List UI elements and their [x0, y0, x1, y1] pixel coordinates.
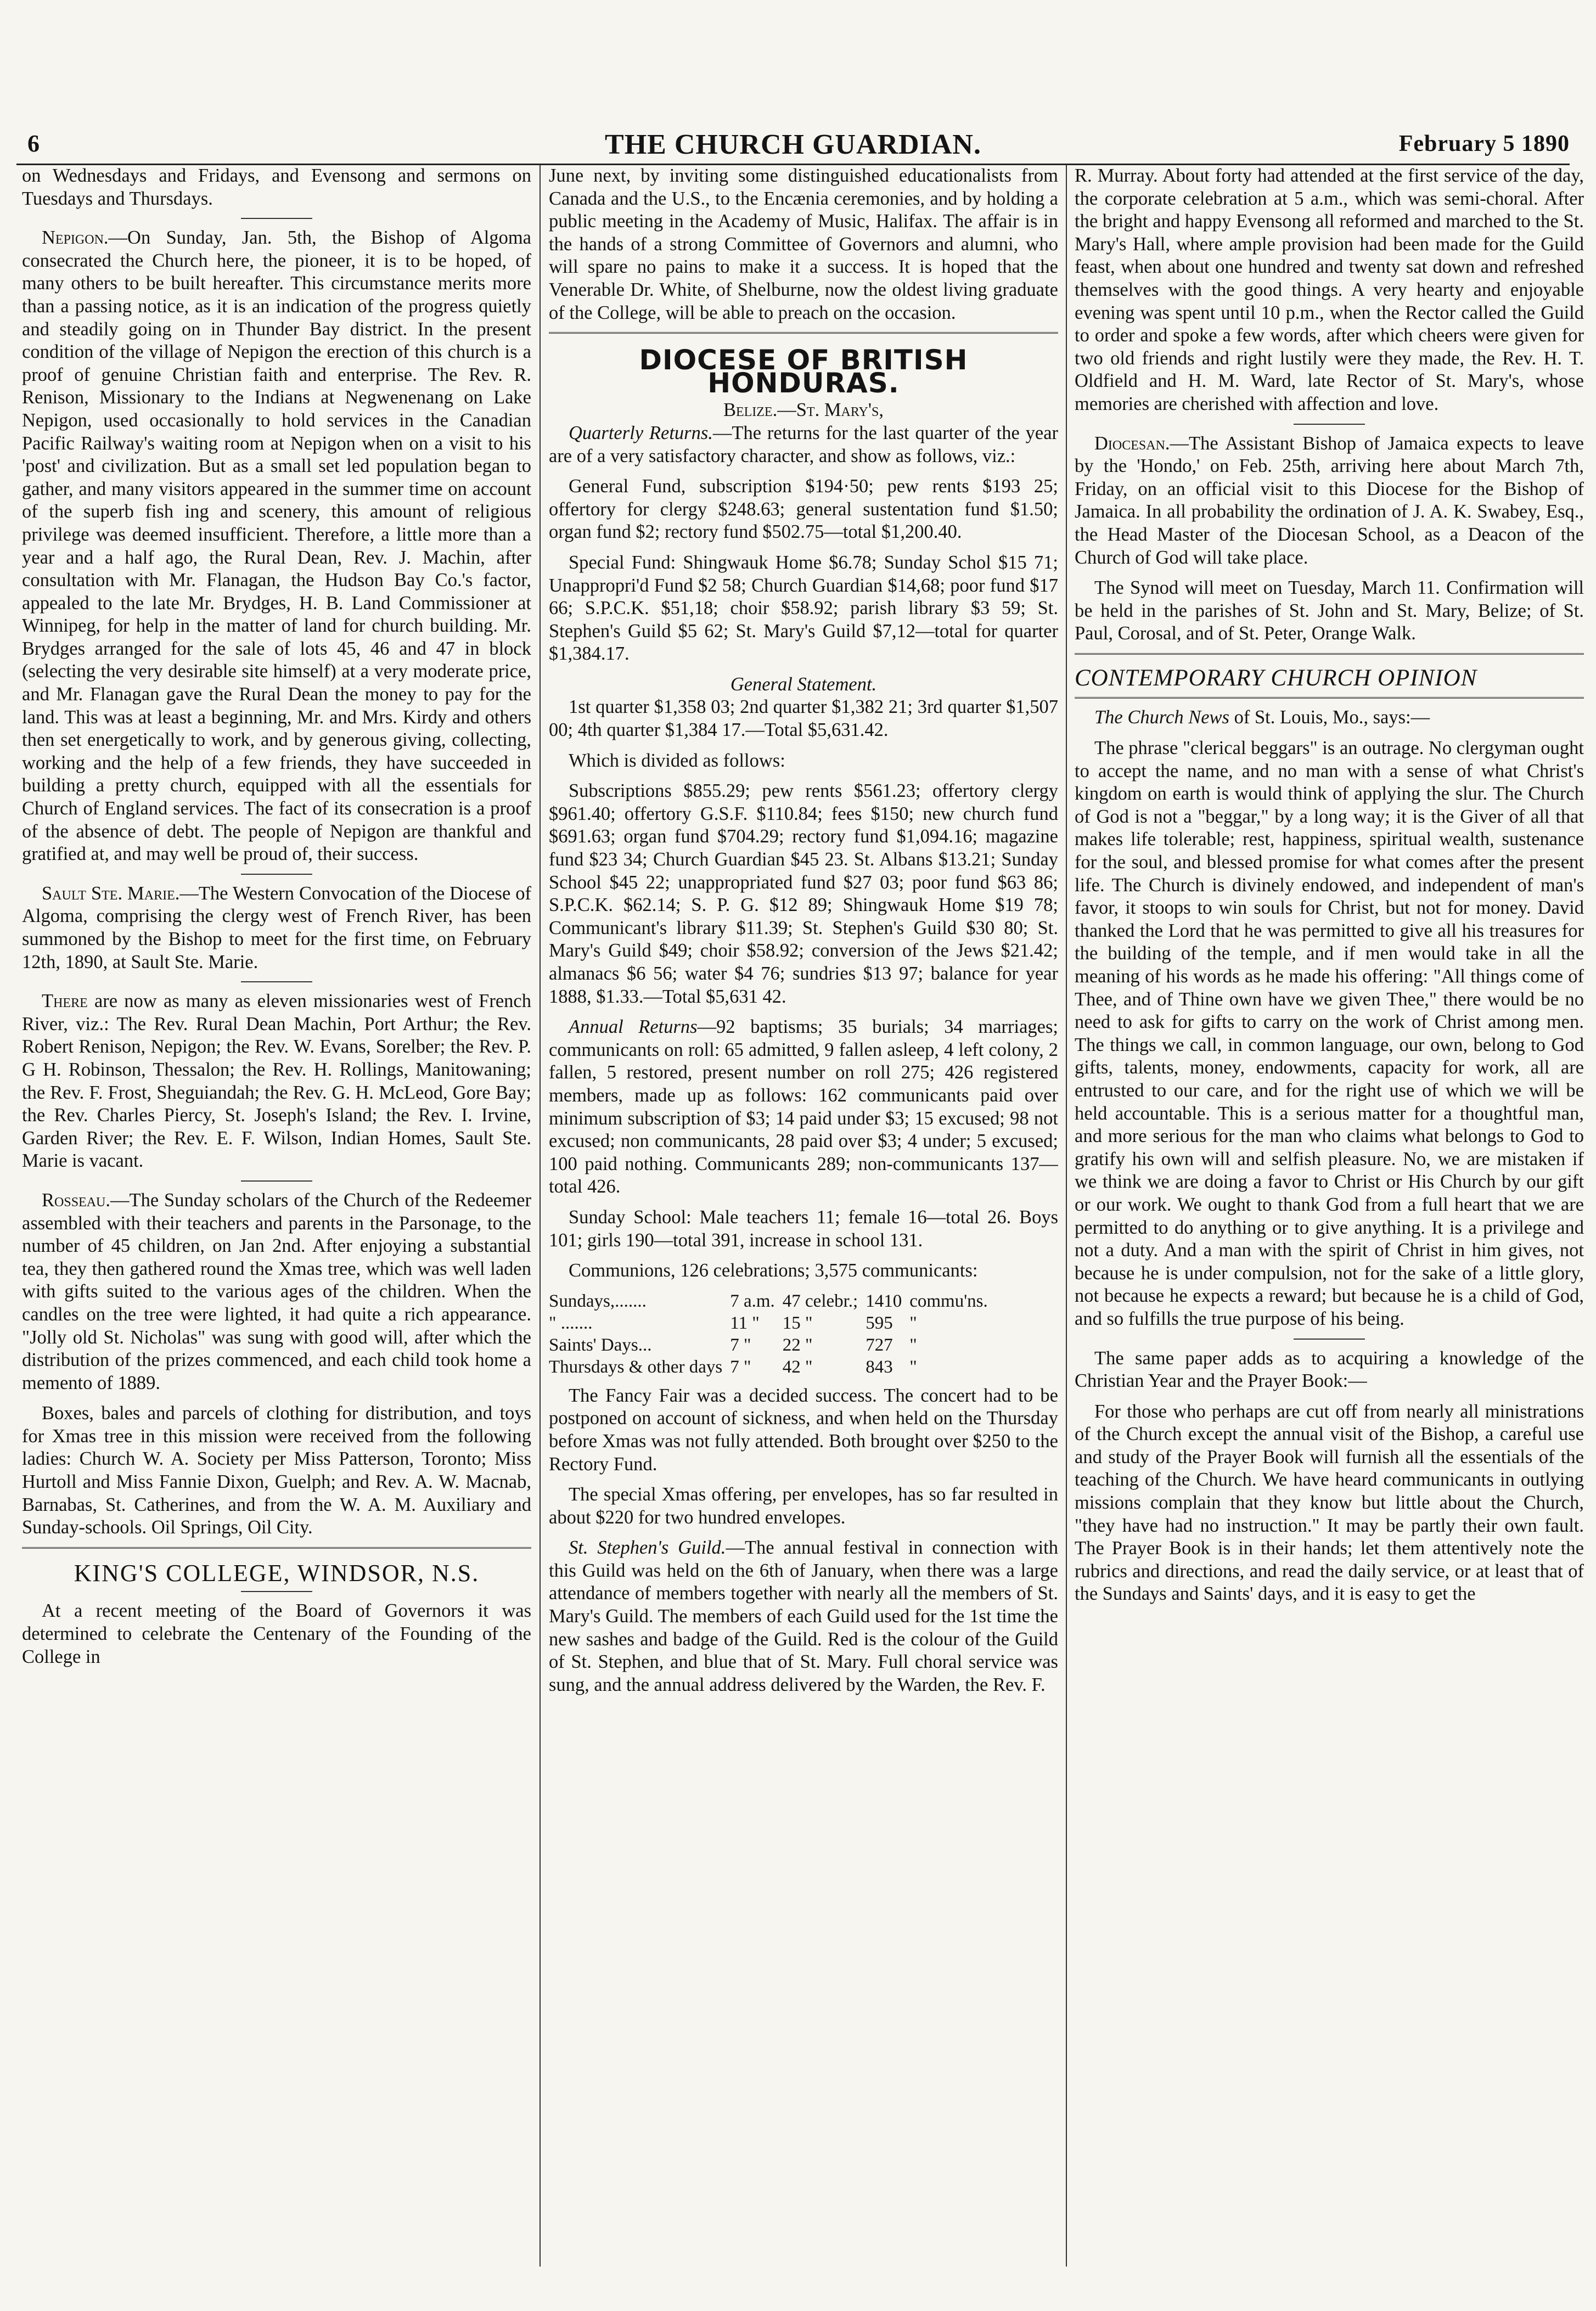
column-rule	[1066, 165, 1067, 2267]
newspaper-title: THE CHURCH GUARDIAN.	[605, 129, 981, 160]
divider	[1294, 1339, 1365, 1340]
issue-date: February 5 1890	[1398, 131, 1570, 156]
table-cell: Sundays,.......	[549, 1291, 647, 1311]
item-text: —The annual festival in connection with this Guild was held on the 6th of January, when there was a large attendance of members together with nearly all the members of St. Mary's Guild. The members of each Guild used for the 1st time the new sashes and badge of the Guild. Red is the colour of the Guild of St. Stephen, and blue that of St. Mary. Full choral service was sung, and the annual address delivered by the Warden, the Rev. F.	[549, 1537, 1058, 1695]
divider	[241, 1591, 312, 1592]
divider	[241, 218, 312, 219]
article-paragraph: R. Murray. About forty had attended at the first service of the day, the corporate celebration at 5 a.m., which was semi-choral. After the bright and happy Evensong all reformed and marched to the St. Mary's Hall, where ample provision had been made for the Guild feast, when about one hundred and twenty sat down and refreshed themselves with the good things. A very hearty and enjoyable evening was spent until 10 p.m., when the Rector called the Guild to order and spoke a few words, after which cheers were given for two old friends and right lustily were they made, the Rev. H. T. Oldfield and H. M. Ward, late Rector of St. Mary's, whose memories are cherished with affection and love.	[1075, 165, 1584, 414]
table-cell: 15 "	[782, 1313, 813, 1333]
article-paragraph: The special Xmas offering, per envelopes, has so far resulted in about $220 for two hundred envelopes.	[549, 1484, 1058, 1528]
table-cell: 22 "	[782, 1335, 813, 1355]
communions-table	[549, 1290, 996, 1378]
article-paragraph: The Fancy Fair was a decided success. The concert had to be postponed on account of sickness, and when held on the Thursday before Xmas was not fully attended. Both brought over $250 to the Rectory Fund.	[549, 1385, 1058, 1475]
article-paragraph	[1075, 706, 1584, 729]
table-cell: "	[909, 1357, 917, 1377]
table-cell: 47 celebr.;	[782, 1291, 858, 1311]
table-cell: 843	[866, 1357, 893, 1377]
subheading: General Statement.	[730, 673, 877, 695]
item-heading: St. Stephen's Guild.	[569, 1537, 726, 1559]
section-title: CONTEMPORARY CHURCH OPINION	[1075, 665, 1477, 691]
article-paragraph: Boxes, bales and parcels of clothing for distribution, and toys for Xmas tree in this mission were received from the following ladies: Church W. A. Society per Miss Patterson, Toronto; Miss Hurtoll and Miss Fannie Dixon, Guelph; and Rev. A. W. Macnab, Barnabas, St. Catherines, and from the W. A. M. Auxiliary and Sunday-schools. Oil Springs, Oil City.	[22, 1403, 531, 1538]
article-paragraph	[22, 227, 531, 866]
divider	[241, 1180, 312, 1182]
item-heading: Diocesan.	[1094, 432, 1170, 454]
table-cell: 727	[866, 1335, 893, 1355]
table-cell: " .......	[549, 1313, 593, 1333]
section-rule	[549, 332, 1058, 334]
article-paragraph: on Wednesdays and Fridays, and Evensong and sermons on Tuesdays and Thursdays.	[22, 165, 531, 209]
article-paragraph: The same paper adds as to acquiring a knowledge of the Christian Year and the Prayer Book:—	[1075, 1347, 1584, 1392]
item-heading: Annual Returns	[569, 1016, 698, 1038]
article-paragraph: Which is divided as follows:	[569, 750, 785, 771]
section-rule	[22, 1547, 531, 1549]
item-text: —The Western Convocation of the Diocese of Algoma, comprising the clergy west of French River, has been summoned by the Bishop to meet for the first time, on February 12th, 1890, at Sault Ste. Marie.	[22, 882, 531, 972]
item-text: —92 baptisms; 35 burials; 34 marriages; communicants on roll: 65 admitted, 9 fallen asleep, 4 left colony, 2 fallen, 5 restored, present number on roll 275; 426 registered members, made up as follows: 162 communicants paid over minimum subscription of $3; 14 paid under $3; 15 excused; 98 not excused; non communicants, 28 paid over $3; 4 under; 5 excused; 100 paid nothing. Communicants 289; non-communicants 137—total 426.	[549, 1016, 1058, 1197]
table-cell: 42 "	[782, 1357, 813, 1377]
section-rule	[1075, 697, 1584, 699]
table-row	[549, 1290, 996, 1312]
article-paragraph	[549, 1016, 1058, 1199]
divider	[1294, 424, 1365, 425]
table-cell: "	[909, 1335, 917, 1355]
item-heading: Sault Ste. Marie.	[42, 882, 180, 904]
item-text: are now as many as eleven missionaries west of French River, viz.: The Rev. Rural Dean Machin, Port Arthur; the Rev. Robert Renison, Nepigon; the Rev. W. Evans, Sorelber; the Rev. P. G H. Robinson, Thessalon; the Rev. H. Rollings, Manitowaning; the Rev. F. Frost, Sheguiandah; the Rev. G. H. McLeod, Gore Bay; the Rev. Charles Piercy, St. Joseph's Island; the Rev. I. Irvine, Garden River; the Rev. E. F. Wilson, Indian Homes, Sault Ste. Marie is vacant.	[22, 991, 531, 1172]
table-cell: 595	[866, 1313, 893, 1333]
article-paragraph: General Fund, subscription $194·50; pew rents $193 25; offertory for clergy $248.63; general sustentation fund $1.50; organ fund $2; rectory fund $502.75—total $1,200.40.	[549, 476, 1058, 543]
item-text: —The returns for the last quarter of the year are of a very satisfactory character, and show as follows, viz.:	[549, 422, 1058, 466]
section-title: KING'S COLLEGE, WINDSOR, N.S.	[74, 1559, 480, 1587]
column-3	[1075, 165, 1584, 2267]
table-cell: 1410	[866, 1291, 902, 1311]
table-cell: Saints' Days...	[549, 1335, 652, 1355]
article-paragraph: Sunday School: Male teachers 11; female 16—total 26. Boys 101; girls 190—total 391, increase in school 131.	[549, 1206, 1058, 1251]
table-row	[549, 1356, 996, 1378]
article-paragraph	[1075, 432, 1584, 570]
article-paragraph: 1st quarter $1,358 03; 2nd quarter $1,382 21; 3rd quarter $1,507 00; 4th quarter $1,384 17.—Total $5,631.42.	[549, 696, 1058, 741]
item-heading: Rosseau.	[42, 1189, 110, 1211]
article-paragraph	[549, 422, 1058, 468]
column-2	[549, 165, 1058, 2267]
column-rule	[540, 165, 541, 2267]
table-row	[549, 1312, 996, 1334]
article-paragraph: June next, by inviting some distinguished educationalists from Canada and the U.S., to the Encænia ceremonies, and by holding a public meeting in the Academy of Music, Halifax. The affair is in the hands of a strong Committee of Governors and alumni, who will spare no pains to make it a success. It is hoped that the Venerable Dr. White, of Shelburne, now the oldest living graduate of the College, will be able to preach on the occasion.	[549, 165, 1058, 323]
column-1	[22, 165, 531, 2267]
table-cell: commu'ns.	[909, 1291, 988, 1311]
article-paragraph	[22, 1189, 531, 1395]
article-paragraph	[22, 882, 531, 974]
table-cell: Thursdays & other days	[549, 1357, 723, 1377]
section-subtitle: Belize.—St. Mary's,	[723, 400, 884, 421]
table-cell: "	[909, 1313, 917, 1333]
table-cell: 11 "	[730, 1313, 760, 1333]
divider	[241, 981, 312, 982]
section-rule	[1075, 653, 1584, 655]
article-paragraph: The phrase "clerical beggars" is an outrage. No clergyman ought to accept the name, and no man with a sense of what Christ's kingdom on earth is would think of applying the slur. The Church of God is not a "beggar," by a long way; it is the Giver of all that makes life tolerable; rest, happiness, spiritual wealth, sustenance for the soul, and blessed promise for what comes after the present life. The Church is divinely endowed, and independent of man's favor, it stoops to win souls for Christ, but not for money. David thanked the Lord that he was permitted to give all his treasures for the building of the temple, and if men would take in all the meaning of his words as he made his offering: "All things come of Thee, and of Thine own have we given Thee," there would be no need to ask for gifts to carry on the work of Christ among men. The things we call, in common language, our own, belong to God gifts, talents, money, endowments, capacity for work, all are entrusted to our care, and for the right use of which we will be held accountable. This is a serious matter for a thoughtful man, and more serious for the man who claims what belongs to God to gratify his own will and selfish pleasure. No, we are mistaken if we think we are doing a favor to Christ or His Church by our gift or our work. We ought to thank God from a full heart that we are permitted to do anything or to give anything. It is a privilege and not a duty. And a man with the spirit of Christ in him gives, not because he is under compulsion, not for the sake of a little glory, not because he expects a reward; but because he is a child of God, and so fulfills the true purpose of his being.	[1075, 738, 1584, 1329]
item-text: —The Sunday scholars of the Church of the Redeemer assembled with their teachers and parents in the Parsonage, to the number of 45 children, on Jan 2nd. After enjoying a substantial tea, they then gathered round the Xmas tree, which was well laden with gifts suited to the various ages of the children. When the candles on the tree were lighted, it had quite a rich appearance. "Jolly old St. Nicholas" was sung with good will, after which the distribution of the prizes commenced, and each child took home a memento of 1889.	[22, 1189, 531, 1393]
table-cell: 7 "	[730, 1357, 751, 1377]
article-paragraph: Subscriptions $855.29; pew rents $561.23; offertory clergy $961.40; offertory G.S.F. $110.84; fees $150; new church fund $691.63; organ fund $704.29; rectory fund $1,094.16; magazine fund $23 34; Church Guardian $45 23. St. Albans $13.21; Sunday School $45 22; unappropriated fund $27 03; poor fund $63 86; S.P.C.K. $62.14; S. P. G. $12 89; Shingwauk Home $19 78; Communicant's library $11.39; St. Stephen's Guild $30 80; St. Mary's Guild $49; choir $58.92; conversion of the Jews $21.42; almanacs $6 56; water $4 76; sundries $13 97; balance for year 1888, $1.33.—Total $5,631 42.	[549, 780, 1058, 1007]
item-text: —The Assistant Bishop of Jamaica expects to leave by the 'Hondo,' on Feb. 25th, arriving here about March 7th, Friday, on an official visit to this Diocese for the Bishop of Jamaica. In all probability the ordination of J. A. K. Swabey, Esq., the Head Master of the Diocesan School, as a Deacon of the Church of God will take place.	[1075, 432, 1584, 568]
table-cell: 7 "	[730, 1335, 751, 1355]
section-title: DIOCESE OF BRITISH HONDURAS.	[639, 344, 968, 399]
publication-name: The Church News	[1094, 707, 1229, 728]
table-cell: 7 a.m.	[730, 1291, 775, 1311]
item-heading: Quarterly Returns.	[569, 422, 713, 443]
item-text: —On Sunday, Jan. 5th, the Bishop of Algoma consecrated the Church here, the pioneer, it is to be hoped, of many others to be built hereafter. This circumstance merits more than a passing notice, as it is an indication of the progress quietly and steadily going on in Thunder Bay district. In the present condition of the village of Nepigon the erection of this church is a proof of genuine Christian faith and enterprise. The Rev. R. Renison, Missionary to the Indians at Negwenenang on Lake Nepigon, used occasionally to hold services in the Canadian Pacific Railway's waiting room at Nepigon when on a visit to his 'post' and civilization. But as a small set led population began to gather, and many visitors appeared in the summer time on account of the superb fish ing and scenery, this amount of religious privilege was deemed insufficient. Therefore, a little more than a year and a half ago, the Rural Dean, Rev. J. Machin, after consultation with Mr. Flanagan, the Hudson Bay Co.'s factor, appealed to the late Mr. Brydges, H. B. Land Commissioner at Winnipeg, for help in the matter of land for church building. Mr. Brydges arranged for the sale of lots 45, 46 and 47 in block (selecting the very desirable site himself) at a very moderate price, and Mr. Flanagan gave the Rural Dean the money to pay for the land. This was at least a beginning, Mr. and Mrs. Kirdy and others then set energetically to work, and by generous giving, collecting, working and the help of a few friends, they have succeeded in building a pretty church, equipped with all the essentials for Church of England services. The fact of its consecration is a proof of the absence of debt. The people of Nepigon are thankful and gratified at, and may well be proud of, their success.	[22, 227, 531, 865]
article-paragraph: Communions, 126 celebrations; 3,575 communicants:	[569, 1260, 978, 1281]
item-heading: Nepigon.	[42, 227, 109, 249]
article-paragraph	[22, 990, 531, 1173]
article-paragraph: For those who perhaps are cut off from nearly all ministrations of the Church except the annual visit of the Bishop, a careful use and study of the Prayer Book will furnish all the essentials of the teaching of the Church. We have heard communicants in outlying missions complain that they know but little about the Church, "they have had no instruction." It may be partly their own fault. The Prayer Book is in their hands; let them attentively note the rubrics and directions, and read the daily service, or at least that of the Sundays and Saints' days, and it is easy to get the	[1075, 1401, 1584, 1605]
article-paragraph: At a recent meeting of the Board of Governors it was determined to celebrate the Centenary of the Founding of the College in	[22, 1600, 531, 1667]
item-heading: There	[42, 991, 88, 1012]
article-paragraph	[549, 1537, 1058, 1696]
article-paragraph: Special Fund: Shingwauk Home $6.78; Sunday Schol $15 71; Unappropri'd Fund $2 58; Church Guardian $14,68; poor fund $17 66; S.P.C.K. $51,18; choir $58.92; parish library $3 59; St. Stephen's Guild $5 62; St. Mary's Guild $7,12—total for quarter $1,384.17.	[549, 552, 1058, 665]
page-number: 6	[27, 130, 40, 157]
article-paragraph: The Synod will meet on Tuesday, March 11. Confirmation will be held in the parishes of St. John and St. Mary, Belize; of St. Paul, Corosal, and of St. Peter, Orange Walk.	[1075, 577, 1584, 644]
table-row	[549, 1334, 996, 1356]
divider	[241, 874, 312, 875]
item-text: of St. Louis, Mo., says:—	[1229, 707, 1430, 728]
page-header	[16, 125, 1570, 165]
